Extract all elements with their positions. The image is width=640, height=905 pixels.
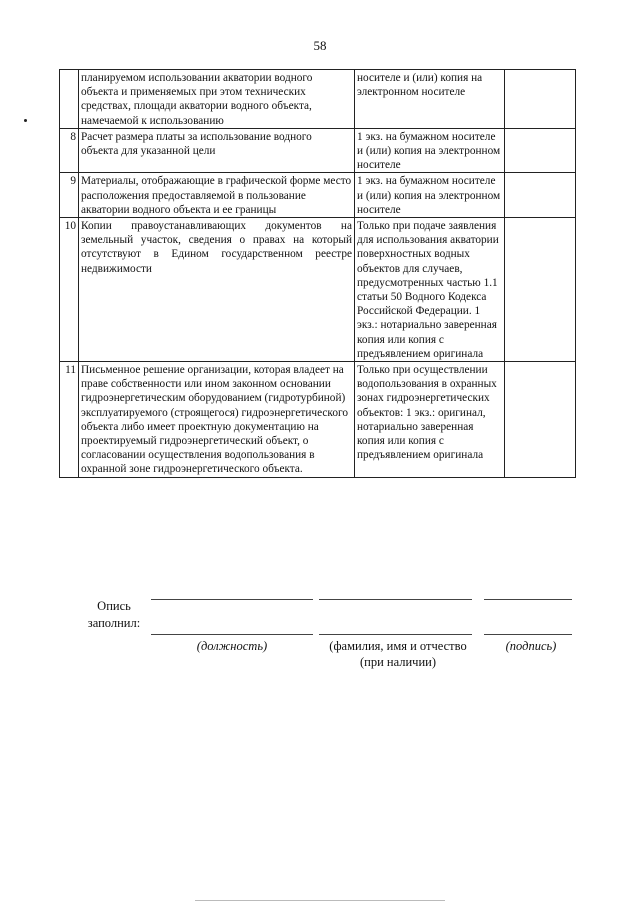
table-row xyxy=(60,218,576,362)
document-note xyxy=(505,173,576,218)
position-caption: (должность) xyxy=(196,639,268,653)
document-note xyxy=(505,218,576,362)
document-note xyxy=(505,362,576,478)
document-name: Материалы, отображающие в графической форме место расположения предоставляемой в пользование акватории водного объекта и ее границы xyxy=(79,173,355,218)
document-name: Копии правоустанавливающих документов на земельный участок, сведения о правах на который отсутствуют в Едином государственном реестре недвижимости xyxy=(79,218,355,362)
name-line-upper xyxy=(319,599,472,600)
documents-table xyxy=(59,69,576,478)
document-name: Письменное решение организации, которая владеет на праве собственности или ином законном основании гидроэнергетическим оборудованием (гидротурбиной) эксплуатируемого (строящегося) гидроэнергетического объекта либо имеет проектную документацию на проектируемый гидроэнергетический объект, о согласовании осуществления водопользования в охранной зоне гидроэнергетического объекта. xyxy=(79,362,355,478)
table-row xyxy=(60,70,576,129)
name-line xyxy=(319,634,472,635)
row-number: 9 xyxy=(60,173,79,218)
row-number xyxy=(60,70,79,129)
position-line-upper xyxy=(151,599,313,600)
filled-by-label: Опись заполнил: xyxy=(87,599,141,630)
document-form: Только при осуществлении водопользования в охранных зонах гидроэнергетических объектов: 1 экз.: оригинал, нотариально заверенная копия или копия с предъявлением оригинала xyxy=(355,362,505,478)
sign-caption: (подпись) xyxy=(505,639,557,653)
position-line xyxy=(151,634,313,635)
sign-line xyxy=(484,634,572,635)
document-name: Расчет размера платы за использование водного объекта для указанной цели xyxy=(79,128,355,173)
document-note xyxy=(505,70,576,129)
signature-block xyxy=(0,596,640,686)
sign-line-upper xyxy=(484,599,572,600)
table-row xyxy=(60,362,576,478)
document-name: планируемом использовании акватории водного объекта и применяемых при этом технических средствах, площади акватории водного объекта, намечаемой к использованию xyxy=(79,70,355,129)
document-form: носителе и (или) копия на электронном носителе xyxy=(355,70,505,129)
table-row xyxy=(60,173,576,218)
document-form: 1 экз. на бумажном носителе и (или) копия на электронном носителе xyxy=(355,173,505,218)
row-number: 11 xyxy=(60,362,79,478)
row-number: 10 xyxy=(60,218,79,362)
row-number: 8 xyxy=(60,128,79,173)
document-form: 1 экз. на бумажном носителе и (или) копия на электронном носителе xyxy=(355,128,505,173)
page-edge-mark xyxy=(195,900,445,901)
margin-dot xyxy=(24,119,27,122)
table-row xyxy=(60,128,576,173)
document-note xyxy=(505,128,576,173)
document-form: Только при подаче заявления для использования акватории поверхностных водных объектов для случаев, предусмотренных частью 1.1 статьи 50 Водного Кодекса Российской Федерации. 1 экз.: нотариально заверенная копия или копия с предъявлением оригинала xyxy=(355,218,505,362)
page-number: 58 xyxy=(313,38,327,53)
name-caption: (фамилия, имя и отчество (при наличии) xyxy=(329,639,467,669)
